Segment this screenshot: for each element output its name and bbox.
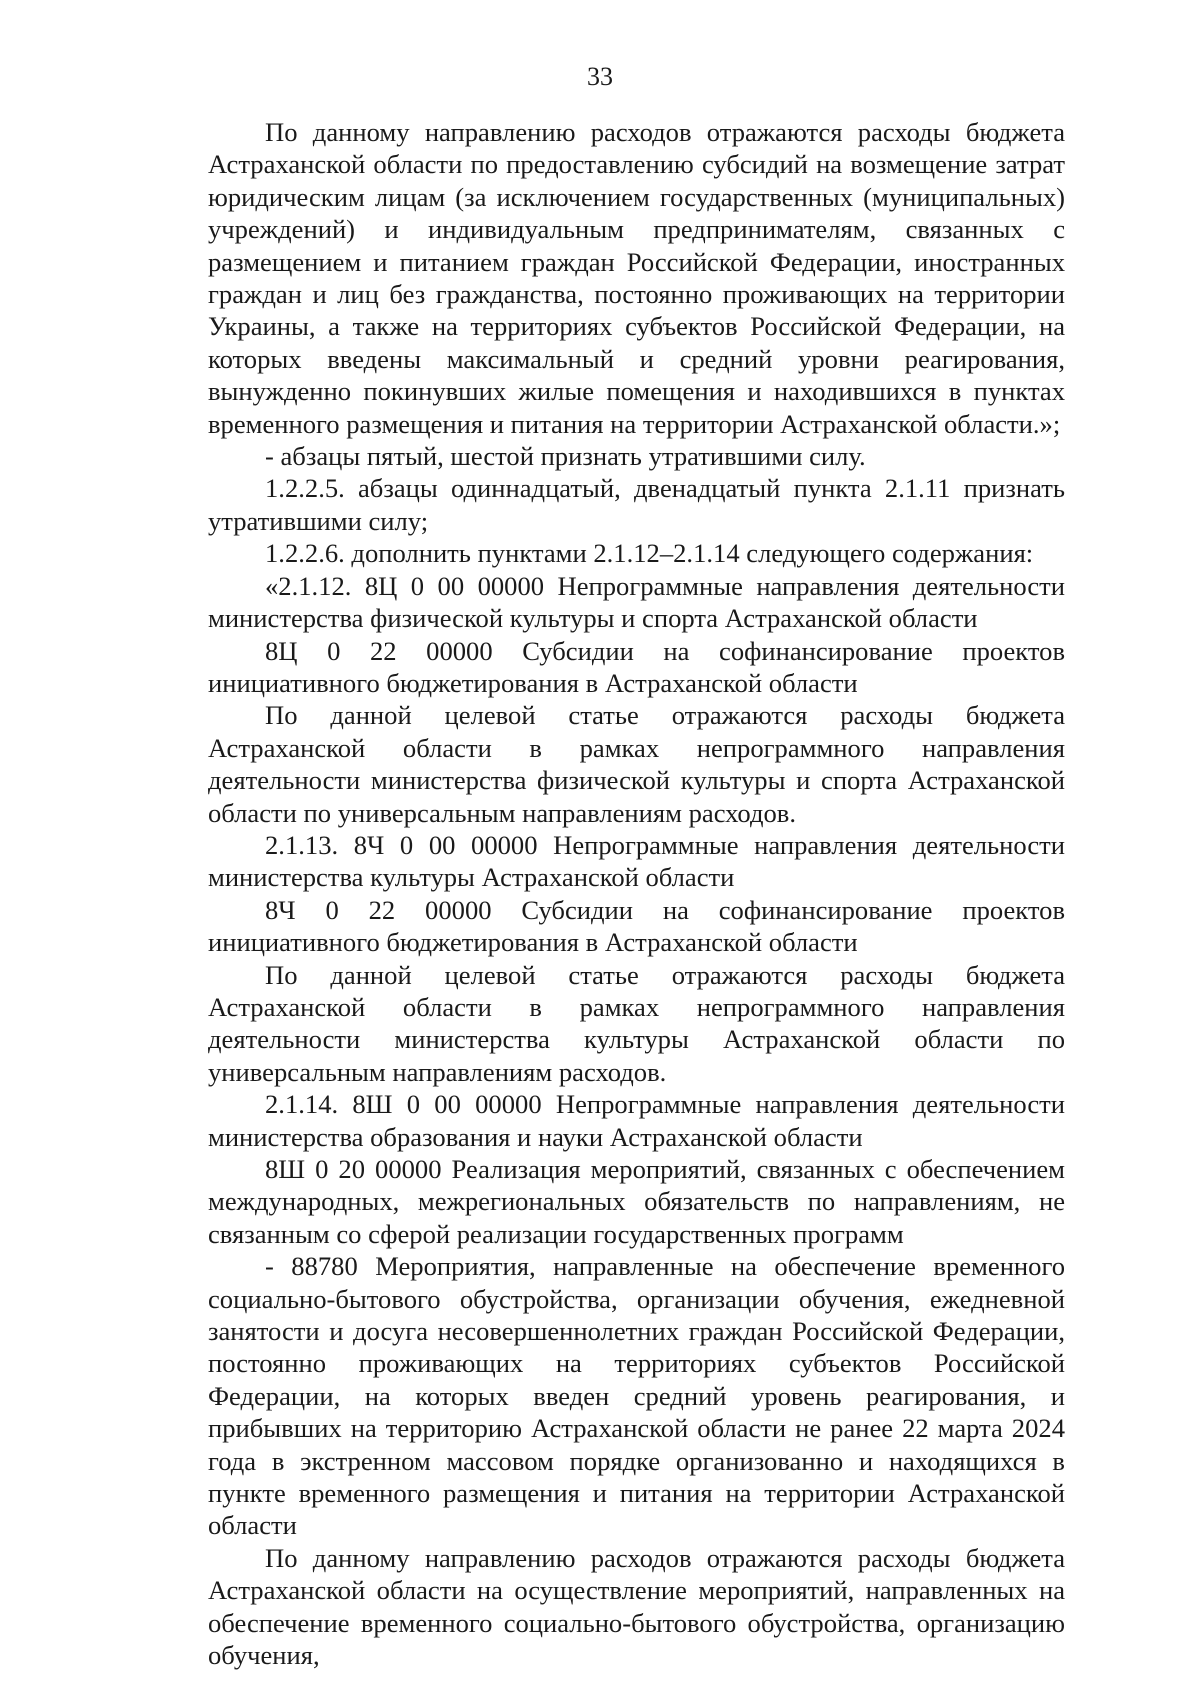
paragraph-1-2-2-6: 1.2.2.6. дополнить пунктами 2.1.12–2.1.14 следующего содержания:	[265, 538, 1034, 569]
page-number: 33	[587, 62, 613, 91]
paragraph-8c-0-22-subsidies: 8Ц 0 22 00000 Субсидии на софинансирование проектов инициативного бюджетирования в Астраханской области	[208, 635, 1065, 698]
paragraph-2-1-13-heading: 2.1.13. 8Ч 0 00 00000 Непрограммные направления деятельности министерства культуры Астраханской области	[208, 829, 1065, 893]
document-body	[208, 116, 1065, 1672]
paragraph-8ch-0-22-subsidies: 8Ч 0 22 00000 Субсидии на софинансирование проектов инициативного бюджетирования в Астраханской области	[208, 894, 1065, 958]
paragraph-88780-measures: - 88780 Мероприятия, направленные на обеспечение временного социально-бытового обустройства, организации обучения, ежедневной занятости и досуга несовершеннолетних граждан Российской Федерации, постоянно проживающих на территориях субъектов Российской Федерации, на которых введен средний уровень реагирования, и прибывших на территорию Астраханской области не ранее 22 марта 2024 года в экстренном массовом порядке организованно и находящихся в пункте временного размещения и питания на территории Астраханской области	[208, 1251, 1065, 1541]
paragraph-1-2-2-5: 1.2.2.5. абзацы одиннадцатый, двенадцатый пункта 2.1.11 признать утратившими силу;	[208, 473, 1065, 536]
paragraph-expense-direction-subsidies: По данному направлению расходов отражаются расходы бюджета Астраханской области по предоставлению субсидий на возмещение затрат юридическим лицам (за исключением государственных (муниципальных) учреждений) и индивидуальным предпринимателям, связанных с размещением и питанием граждан Российской Федерации, иностранных граждан и лиц без гражданства, постоянно проживающих на территории Украины, а также на территориях субъектов Российской Федерации, на которых введены максимальный и средний уровни реагирования, вынужденно покинувших жилые помещения и находившихся в пунктах временного размещения и питания на территории Астраханской области.»;	[208, 117, 1065, 439]
paragraph-paragraphs-five-six-invalid: - абзацы пятый, шестой признать утратившими силу.	[265, 441, 866, 472]
paragraph-88780-description: По данному направлению расходов отражаются расходы бюджета Астраханской области на осуществление мероприятий, направленных на обеспечение временного социально-бытового обустройства, организацию обучения,	[208, 1542, 1065, 1671]
paragraph-8c-description: По данной целевой статье отражаются расходы бюджета Астраханской области в рамках непрограммного направления деятельности министерства физической культуры и спорта Астраханской области по универсальным направлениям расходов.	[208, 700, 1065, 828]
paragraph-2-1-12-heading: «2.1.12. 8Ц 0 00 00000 Непрограммные направления деятельности министерства физической культуры и спорта Астраханской области	[208, 570, 1065, 634]
paragraph-2-1-14-heading: 2.1.14. 8Ш 0 00 00000 Непрограммные направления деятельности министерства образования и науки Астраханской области	[208, 1089, 1065, 1152]
paragraph-8ch-description: По данной целевой статье отражаются расходы бюджета Астраханской области в рамках непрограммного направления деятельности министерства культуры Астраханской области по универсальным направлениям расходов.	[208, 959, 1065, 1087]
paragraph-8sh-0-20-measures: 8Ш 0 20 00000 Реализация мероприятий, связанных с обеспечением международных, межрегиональных обязательств по направлениям, не связанным со сферой реализации государственных программ	[208, 1154, 1065, 1249]
